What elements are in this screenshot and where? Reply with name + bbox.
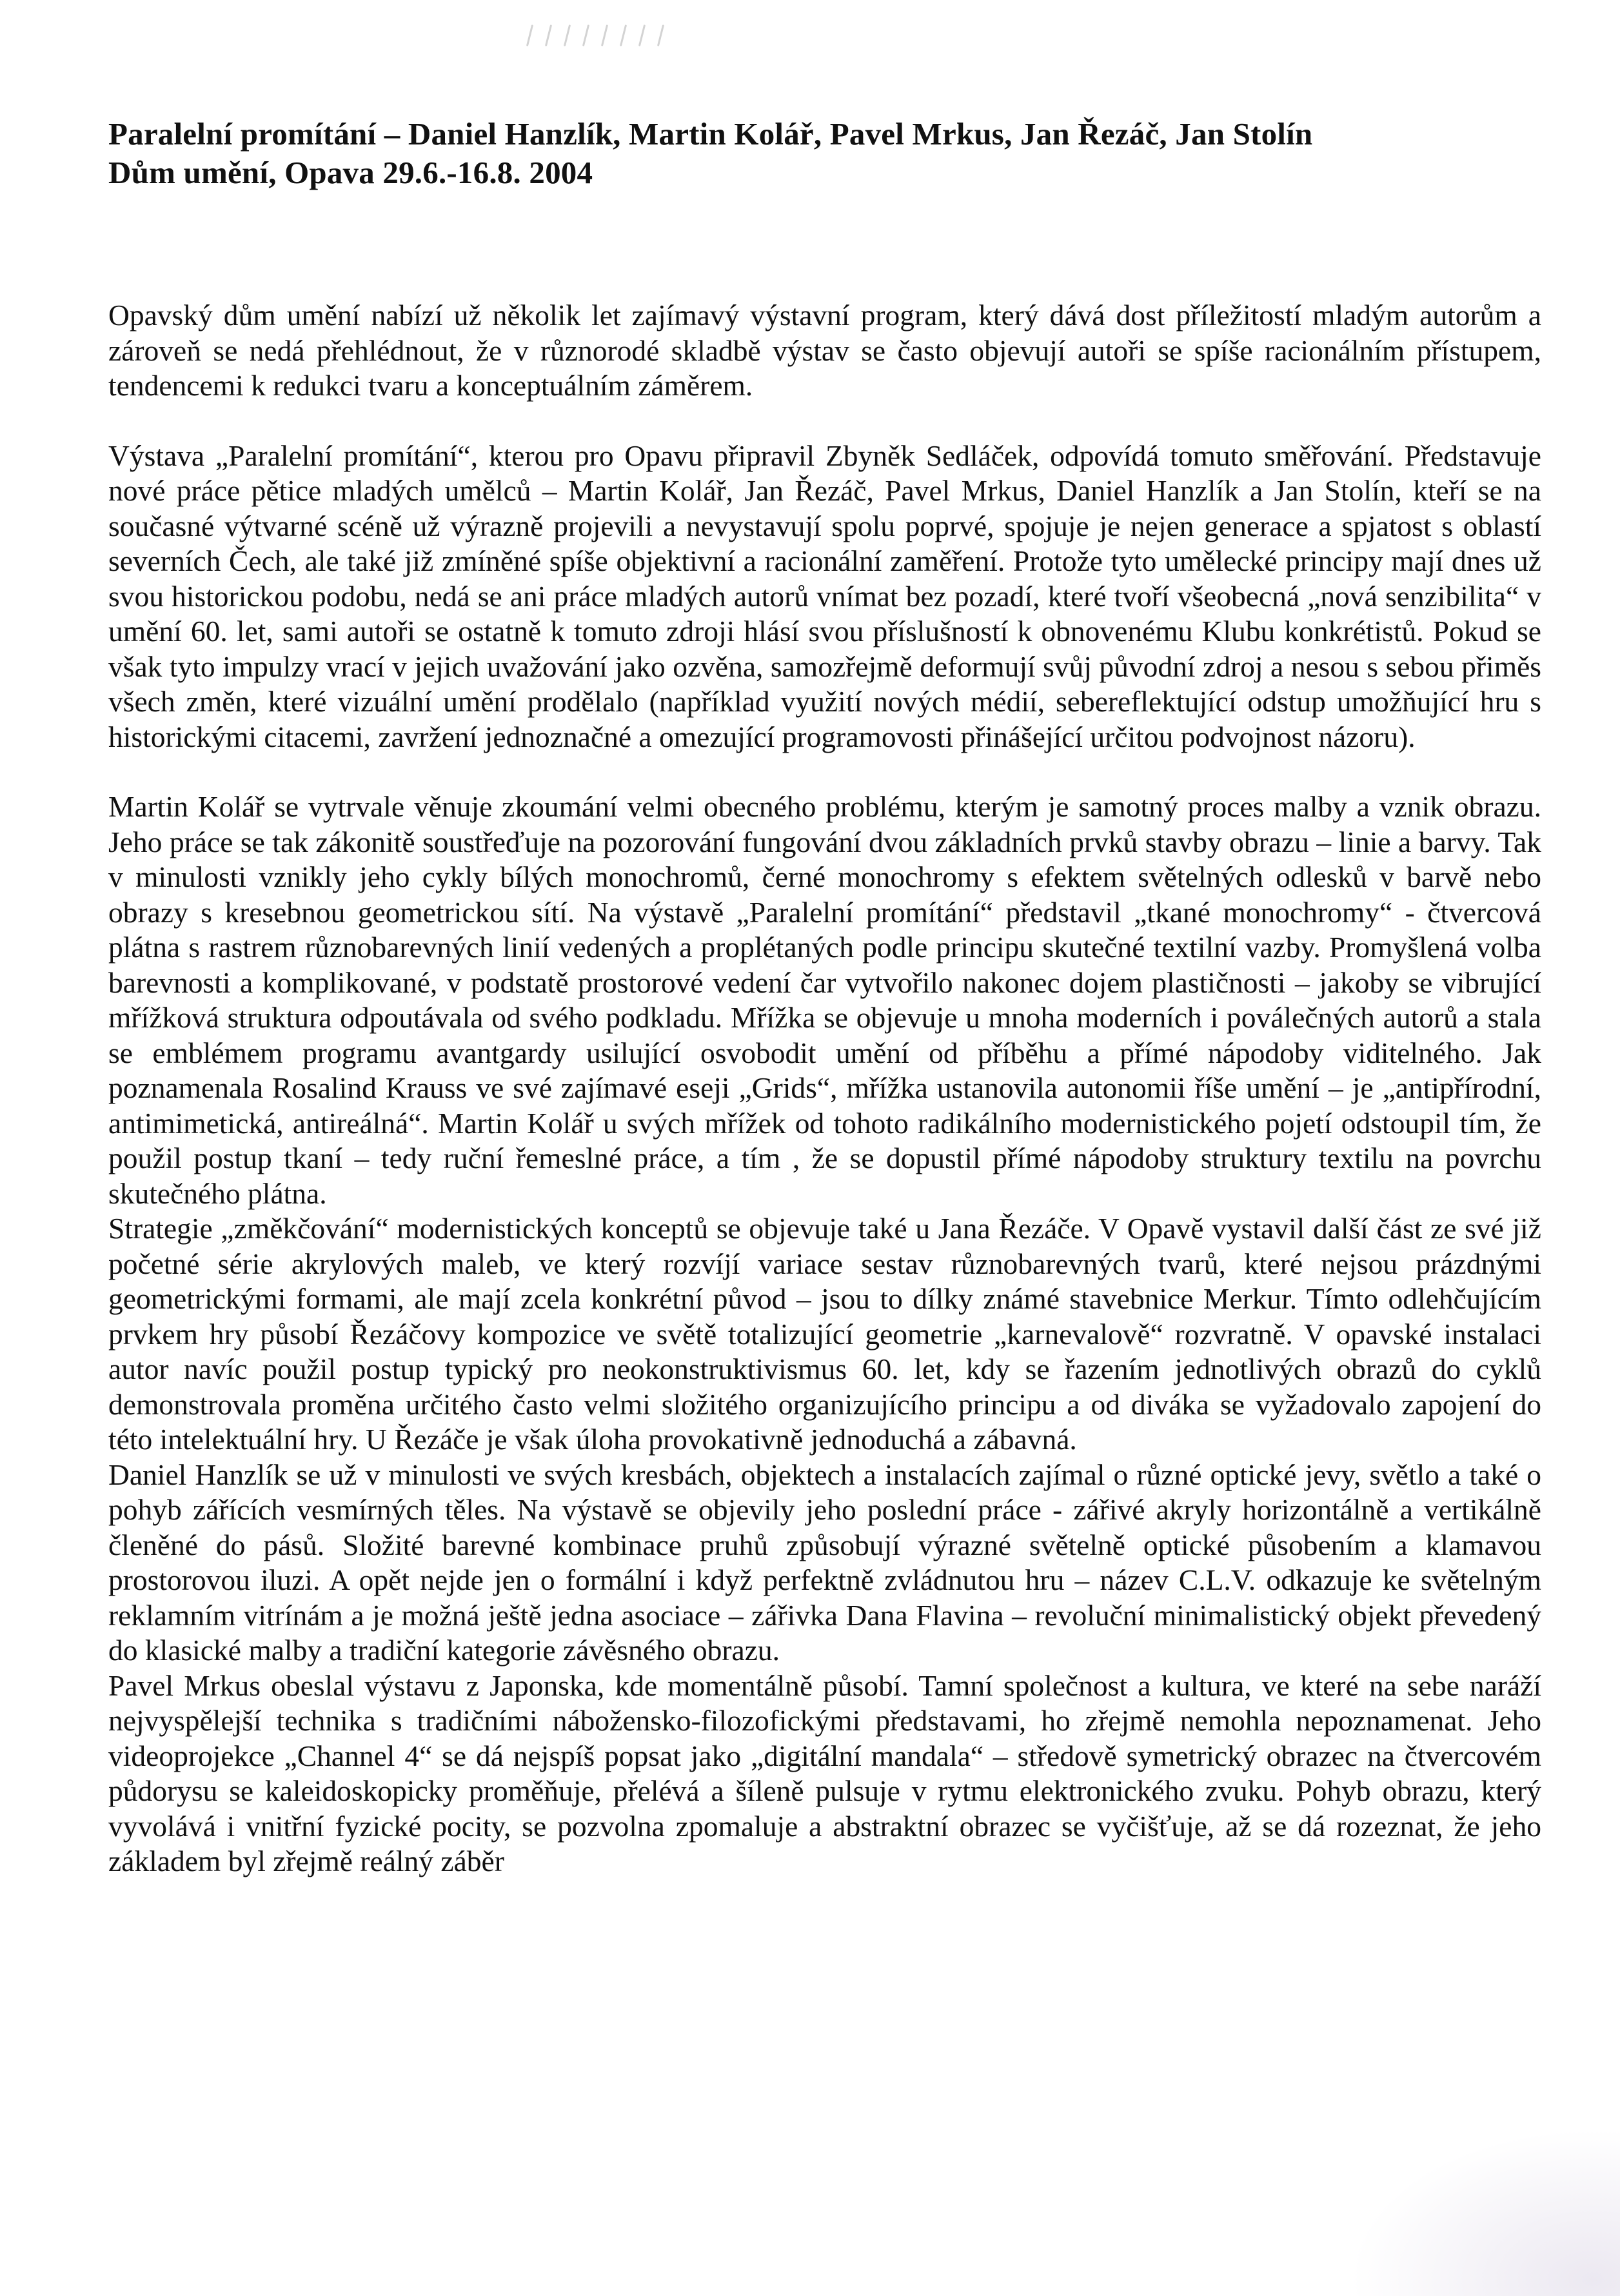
paragraph-mrkus: Pavel Mrkus obeslal výstavu z Japonska, kde momentálně působí. Tamní společnost a kultura, ve které na sebe naráží nejvyspělejší technika s tradičními nábožensko-filozofickými představami, ho zřejmě nemohla nepoznamenat. Jeho videoprojekce „Channel 4“ se dá nejspíš popsat jako „digitální mandala“ – středově symetrický obrazec na čtvercovém půdorysu se kaleidoskopicky proměňuje, přelévá a šíleně pulsuje v rytmu elektronického zvuku. Pohyb obrazu, který vyvolává i vnitřní fyzické pocity, se pozvolna zpomaluje a abstraktní obrazec se vyčišťuje, až se dá rozeznat, že jeho základem byl zřejmě reálný záběr <box>108 1668 1541 1877</box>
paragraph-kolar: Martin Kolář se vytrvale věnuje zkoumání velmi obecného problému, kterým je samotný proces malby a vznik obrazu. Jeho práce se tak zákonitě soustřeďuje na pozorování fungování dvou základních prvků stavby obrazu – linie a barvy. Tak v minulosti vznikly jeho cykly bílých monochromů, černé monochromy s efektem světelných odlesků v barvě nebo obrazy s kresebnou geometrickou sítí. Na výstavě „Paralelní promítání“ představil „tkané monochromy“ - čtvercová plátna s rastrem různobarevných linií vedených a proplétaných podle principu skutečné textilní vazby. Promyšlená volba barevnosti a komplikované, v podstatě prostorové vedení čar vytvořilo nakonec dojem plastičnosti – jakoby se vibrující mřížková struktura odpoutávala od svého podkladu. Mřížka se objevuje u mnoha moderních i poválečných autorů a stala se emblémem programu avantgardy usilující osvobodit umění od příběhu a přímé nápodoby viditelného. Jak poznamenala Rosalind Krauss ve své zajímavé eseji „Grids“, mřížka ustanovila autonomii říše umění – je „antipřírodní, antimimetická, antireálná“. Martin Kolář u svých mřížek od tohoto radikálního modernistického pojetí odstoupil tím, že použil postup tkaní – tedy ruční řemeslné práce, a tím , že se dopustil přímé nápodoby struktury textilu na povrchu skutečného plátna. <box>108 790 1541 1210</box>
heading-title-line: Paralelní promítání – Daniel Hanzlík, Martin Kolář, Pavel Mrkus, Jan Řezáč, Jan Stolín <box>108 116 1313 152</box>
document-heading <box>108 115 1312 192</box>
paragraph-rezac: Strategie „změkčování“ modernistických konceptů se objevuje také u Jana Řezáče. V Opavě vystavil další část ze své již početné série akrylových maleb, ve který rozvíjí variace sestav různobarevných tvarů, které nejsou prázdnými geometrickými formami, ale mají zcela konkrétní původ – jsou to dílky známé stavebnice Merkur. Tímto odlehčujícím prvkem hry působí Řezáčovy kompozice ve světě totalizující geometrie „karnevalově“ rozvratně. V opavské instalaci autor navíc použil postup typický pro neokonstruktivismus 60. let, kdy se řazením jednotlivých obrazů do cyklů demonstrovala proměna určitého často velmi složitého organizujícího principu a od diváka se vyžadovalo zapojení do této intelektuální hry. U Řezáče je však úloha provokativně jednoduchá a zábavná. <box>108 1212 1541 1456</box>
scan-stain <box>1349 2128 1620 2296</box>
paragraph-exhibition: Výstava „Paralelní promítání“, kterou pro Opavu připravil Zbyněk Sedláček, odpovídá tomuto směřování. Představuje nové práce pětice mladých umělců – Martin Kolář, Jan Řezáč, Pavel Mrkus, Daniel Hanzlík a Jan Stolín, kteří se na současné výtvarné scéně už výrazně projevili a nevystavují spolu poprvé, spojuje je nejen generace a spjatost s oblastí severních Čech, ale také již zmíněné spíše objektivní a racionální zaměření. Protože tyto umělecké principy mají dnes už svou historickou podobu, nedá se ani práce mladých autorů vnímat bez pozadí, které tvoří všeobecná „nová senzibilita“ v umění 60. let, sami autoři se ostatně k tomuto zdroji hlásí svou příslušností k obnovenému Klubu konkrétistů. Pokud se však tyto impulzy vrací v jejich uvažování jako ozvěna, samozřejmě deformují svůj původní zdroj a nesou s sebou přiměs všech změn, které vizuální umění prodělalo (například využití nových médií, sebereflektující odstup umožňující hru s historickými citacemi, zavržení jednoznačné a omezující programovosti přinášející určitou podvojnost názoru). <box>108 439 1541 753</box>
heading-venue-date-line: Dům umění, Opava 29.6.-16.8. 2004 <box>108 155 593 190</box>
handwritten-mark <box>529 25 735 70</box>
paragraph-hanzlik: Daniel Hanzlík se už v minulosti ve svých kresbách, objektech a instalacích zajímal o různé optické jevy, světlo a také o pohyb zářících vesmírných těles. Na výstavě se objevily jeho poslední práce - zářivé akryly horizontálně a vertikálně členěné do pásů. Složité barevné kombinace pruhů způsobují výrazné světelně optické působením a klamavou prostorovou iluzi. A opět nejde jen o formální i když perfektně zvládnutou hru – název C.L.V. odkazuje ke světelným reklamním vitrínám a je možná ještě jedna asociace – zářivka Dana Flavina – revoluční minimalistický objekt převedený do klasické malby a tradiční kategorie závěsného obrazu. <box>108 1458 1541 1667</box>
document-body <box>108 298 1541 1879</box>
paragraph-intro: Opavský dům umění nabízí už několik let zajímavý výstavní program, který dává dost příležitostí mladým autorům a zároveň se nedá přehlédnout, že v různorodé skladbě výstav se často objevují autoři se spíše racionálním přístupem, tendencemi k redukci tvaru a konceptuálním záměrem. <box>108 299 1541 402</box>
